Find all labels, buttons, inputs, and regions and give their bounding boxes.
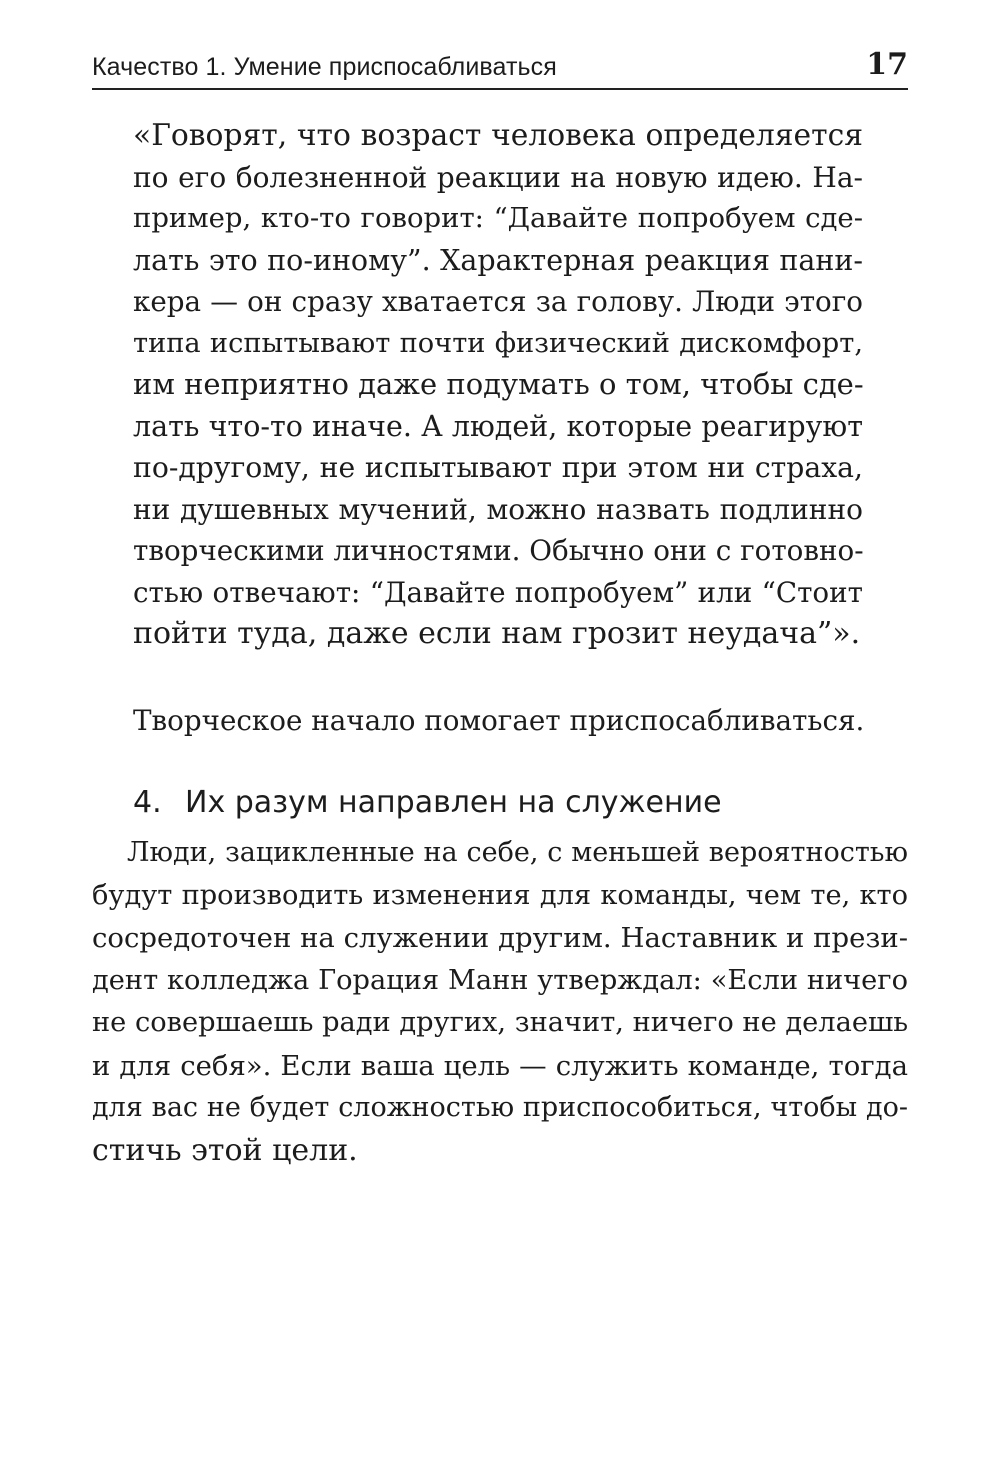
text-line: пойти туда, даже если нам грозит неудача”». [133, 616, 861, 651]
text-line: будут производить изменения для команды, чем те, кто [92, 879, 908, 911]
text-line: дент колледжа Горация Манн утверждал: «Если ничего [92, 964, 908, 996]
text-line: лать это по-иному”. Характерная реакция пани- [133, 243, 863, 277]
page-number: 17 [866, 47, 908, 82]
running-header [92, 44, 908, 90]
text-line: стью отвечают: “Давайте попробуем” или “Стоит [133, 575, 863, 609]
text-line: и для себя». Если ваша цель — служить команде, тогда [92, 1049, 908, 1082]
text-line: ни душевных мучений, можно назвать подлинно [133, 492, 863, 526]
text-line: для вас не будет сложностью приспособиться, чтобы до- [92, 1092, 908, 1123]
text-line: не совершаешь ради других, значит, ничего не делаешь [92, 1007, 909, 1038]
text-line: по его болезненной реакции на новую идею. На- [133, 160, 863, 194]
text-line: типа испытывают почти физический дискомфорт, [133, 327, 863, 359]
text-line: сосредоточен на служении другим. Наставник и прези- [92, 922, 908, 954]
text-line: пример, кто-то говорит: “Давайте попробуем сде- [133, 202, 863, 234]
section-number: 4. [133, 785, 162, 820]
text-line: «Говорят, что возраст человека определяется [133, 118, 863, 153]
text-line: кера — он сразу хватается за голову. Люди этого [133, 285, 863, 318]
text-line: творческими личностями. Обычно они с готовно- [133, 534, 864, 567]
summary-paragraph: Творческое начало помогает приспосабливаться. [133, 704, 865, 737]
text-line: по-другому, не испытывают при этом ни страха, [133, 451, 863, 484]
text-line: лать что-то иначе. А людей, которые реагируют [133, 409, 863, 443]
quote-paragraph [133, 115, 863, 655]
text-line: стичь этой цели. [92, 1132, 358, 1168]
text-line: им неприятно даже подумать о том, чтобы сде- [133, 367, 864, 401]
body-paragraph [92, 832, 908, 1172]
text-line: Люди, зацикленные на себе, с меньшей вероятностью [127, 837, 908, 868]
running-title: Качество 1. Умение приспосабливаться [92, 53, 557, 81]
section-title: Их разум направлен на служение [185, 785, 722, 820]
section-heading [133, 782, 722, 824]
